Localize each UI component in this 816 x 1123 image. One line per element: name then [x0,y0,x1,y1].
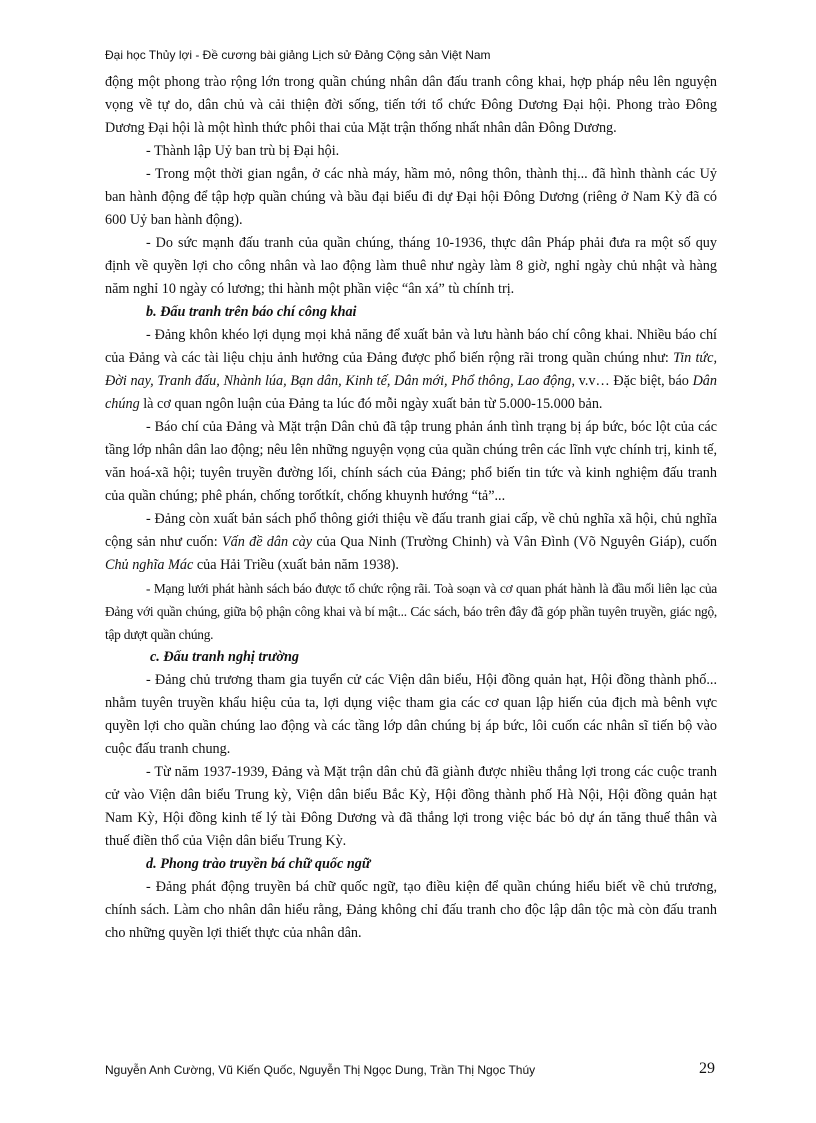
text-run: - Đảng khôn khéo lợi dụng mọi khả năng để xuất bản và lưu hành báo chí công khai. Nhiều báo chí của Đảng và các tài liệu chịu ảnh hưởng của Đảng được phổ biến rộng rãi trong quần chúng như: [105,327,717,366]
paragraph: - Do sức mạnh đấu tranh của quần chúng, tháng 10-1936, thực dân Pháp phải đưa ra một số quy định về quyền lợi cho công nhân và lao động làm thuê như ngày làm 8 giờ, nghỉ ngày chủ nhật và hàng năm nghỉ 10 ngày có lương; thi hành một phần việc “ân xá” tù chính trị. [105,235,717,297]
text-run: - Đảng còn xuất bản sách phổ thông giới thiệu về đấu tranh giai cấp, về chủ nghĩa xã hội, chủ nghĩa cộng sản như cuốn: [105,511,717,550]
paragraph [105,324,717,416]
book-title: Chủ nghĩa Mác [105,557,194,573]
text-run: của Hải Triều (xuất bản năm 1938). [193,557,399,573]
paragraph: - Từ năm 1937-1939, Đảng và Mặt trận dân chủ đã giành được nhiều thắng lợi trong các cuộc tranh cử vào Viện dân biểu Trung kỳ, Viện dân biểu Bắc Kỳ, Hội đồng thành phố Hà Nội, Hội đồng quản hạt Nam Kỳ, Hội đồng kinh tế lý tài Đông Dương và đã thắng lợi trong việc bác bỏ dự án tăng thuế thân và thuế điền thổ của Viện dân biểu Trung Kỳ. [105,764,717,849]
paragraph: - Đảng chủ trương tham gia tuyển cử các Viện dân biểu, Hội đồng quản hạt, Hội đồng thành phố... nhằm tuyên truyền khẩu hiệu của ta, lợi dụng việc tham gia các cơ quan lập hiến của địch mà bênh vực quyền lợi cho quần chúng lao động và các tầng lớp dân chúng bị áp bức, lôi cuốn các nhân sĩ tiến bộ vào cuộc đấu tranh chung. [105,672,717,757]
page-number: 29 [699,1060,715,1077]
section-heading-b: b. Đấu tranh trên báo chí công khai [146,304,357,320]
paragraph: - Đảng phát động truyền bá chữ quốc ngữ, tạo điều kiện để quần chúng hiểu biết về chủ trương, chính sách. Làm cho nhân dân hiểu rằng, Đảng không chỉ đấu tranh cho độc lập dân tộc mà còn đấu tranh cho những quyền lợi thiết thực của nhân dân. [105,879,717,941]
paragraph: - Thành lập Uỷ ban trù bị Đại hội. [146,143,340,159]
book-title: Vấn đề dân cày [222,534,313,550]
paragraph [105,508,717,577]
text-run: của Qua Ninh (Trường Chinh) và Vân Đình (Võ Nguyên Giáp), cuốn [312,534,718,550]
paragraph: động một phong trào rộng lớn trong quần chúng nhân dân đấu tranh công khai, hợp pháp nêu lên nguyện vọng về tự do, dân chủ và cải thiện đời sống, tiến tới tổ chức Đông Dương Đại hội. Phong trào Đông Dương Đại hội là một hình thức phôi thai của Mặt trận thống nhất nhân dân Đông Dương. [105,74,717,136]
text-run: v.v… Đặc biệt, báo [575,373,693,389]
newspaper-title: Dân chúng [105,373,717,412]
paragraph: - Báo chí của Đảng và Mặt trận Dân chủ đã tập trung phản ánh tình trạng bị áp bức, bóc lột của các tầng lớp nhân dân lao động; nêu lên những nguyện vọng của quần chúng trên các lĩnh vực chính trị, kinh tế, văn hoá-xã hội; tuyên truyền đường lối, chính sách của Đảng; phổ biến tin tức và kinh nghiệm đấu tranh của quần chúng; phê phán, chống torốtkít, chống khuynh hướng “tả”... [105,419,717,504]
newspaper-titles: Tin tức, Đời nay, Tranh đấu, Nhành lúa, Bạn dân, Kinh tế, Dân mới, Phổ thông, Lao động, [105,350,718,389]
page-body [105,71,717,945]
footer-authors: Nguyễn Anh Cường, Vũ Kiến Quốc, Nguyễn Thị Ngọc Dung, Trần Thị Ngọc Thúy [105,1063,536,1077]
text-run: là cơ quan ngôn luận của Đảng ta lúc đó mỗi ngày xuất bản từ 5.000-15.000 bản. [139,396,603,412]
running-header: Đại học Thủy lợi - Đề cương bài giảng Lịch sử Đảng Cộng sản Việt Nam [105,48,491,62]
section-heading-d: d. Phong trào truyền bá chữ quốc ngữ [146,856,371,872]
section-heading-c: c. Đấu tranh nghị trường [150,649,299,665]
paragraph: - Trong một thời gian ngắn, ở các nhà máy, hầm mỏ, nông thôn, thành thị... đã hình thành các Uỷ ban hành động để tập hợp quần chúng và bầu đại biểu đi dự Đại hội Đông Dương (riêng ở Nam Kỳ đã có 600 Uỷ ban hành động). [105,166,717,228]
paragraph: - Mạng lưới phát hành sách báo được tổ chức rộng rãi. Toà soạn và cơ quan phát hành là đầu mối liên lạc của Đảng với quần chúng, giữa bộ phận công khai và bí mật... Các sách, báo trên đây đã góp phần tuyên truyền, giác ngộ, tập dượt quần chúng. [105,581,717,642]
